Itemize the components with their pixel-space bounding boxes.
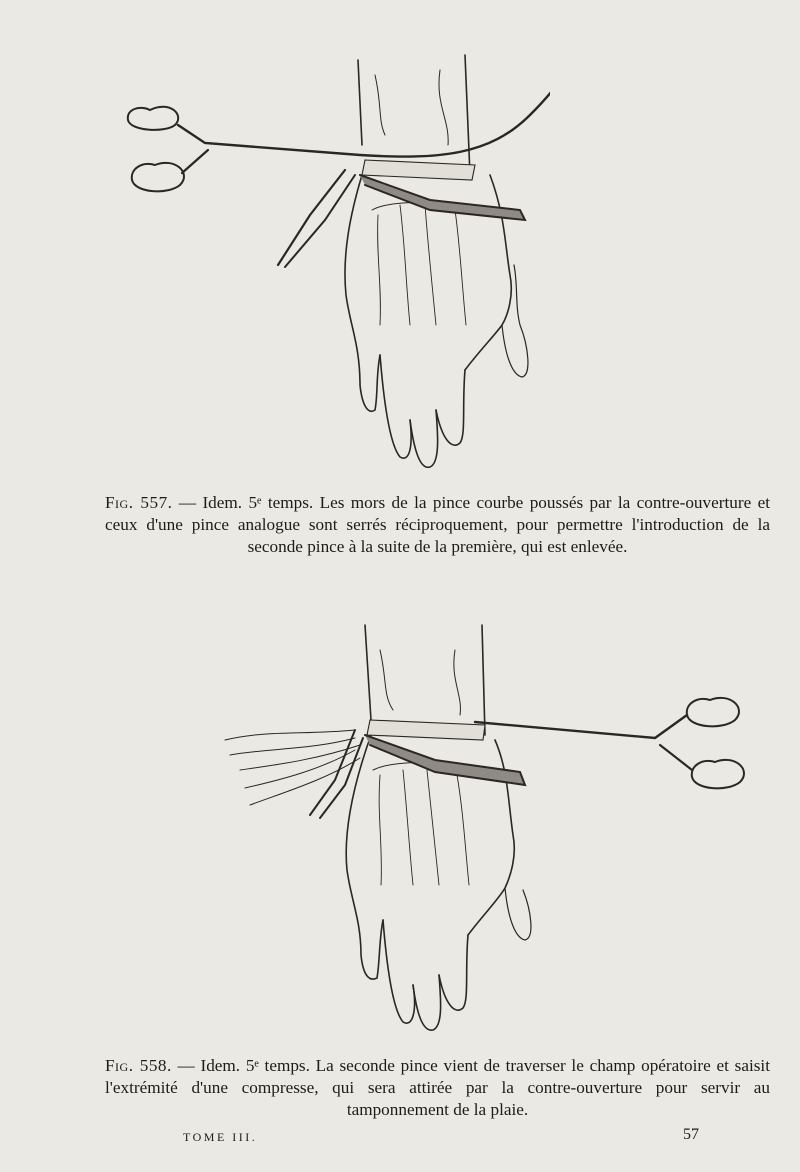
figure-557-caption-text: — Idem. 5ᵉ temps. Les mors de la pince courbe poussés par la contre-ouverture et ceux d'une pince analogue sont serrés réciproquement, pour permettre l'introduction de la seconde pince à la suite de la première, qui est enlevée. — [105, 493, 770, 556]
figure-558-label: Fig. 558. — [105, 1056, 172, 1075]
figure-557-label: Fig. 557. — [105, 493, 173, 512]
figure-558-caption-text: — Idem. 5ᵉ temps. La seconde pince vient de traverser le champ opératoire et saisit l'extrémité d'une compresse, qui sera attirée par la contre-ouverture pour servir au tamponnement de la plaie. — [105, 1056, 770, 1119]
page-number: 57 — [683, 1126, 699, 1143]
figure-558-illustration — [215, 620, 760, 1040]
figure-557-caption — [105, 492, 770, 558]
volume-label: TOME III. — [183, 1130, 258, 1144]
figure-558-caption — [105, 1055, 770, 1121]
figure-557-illustration — [110, 25, 550, 480]
